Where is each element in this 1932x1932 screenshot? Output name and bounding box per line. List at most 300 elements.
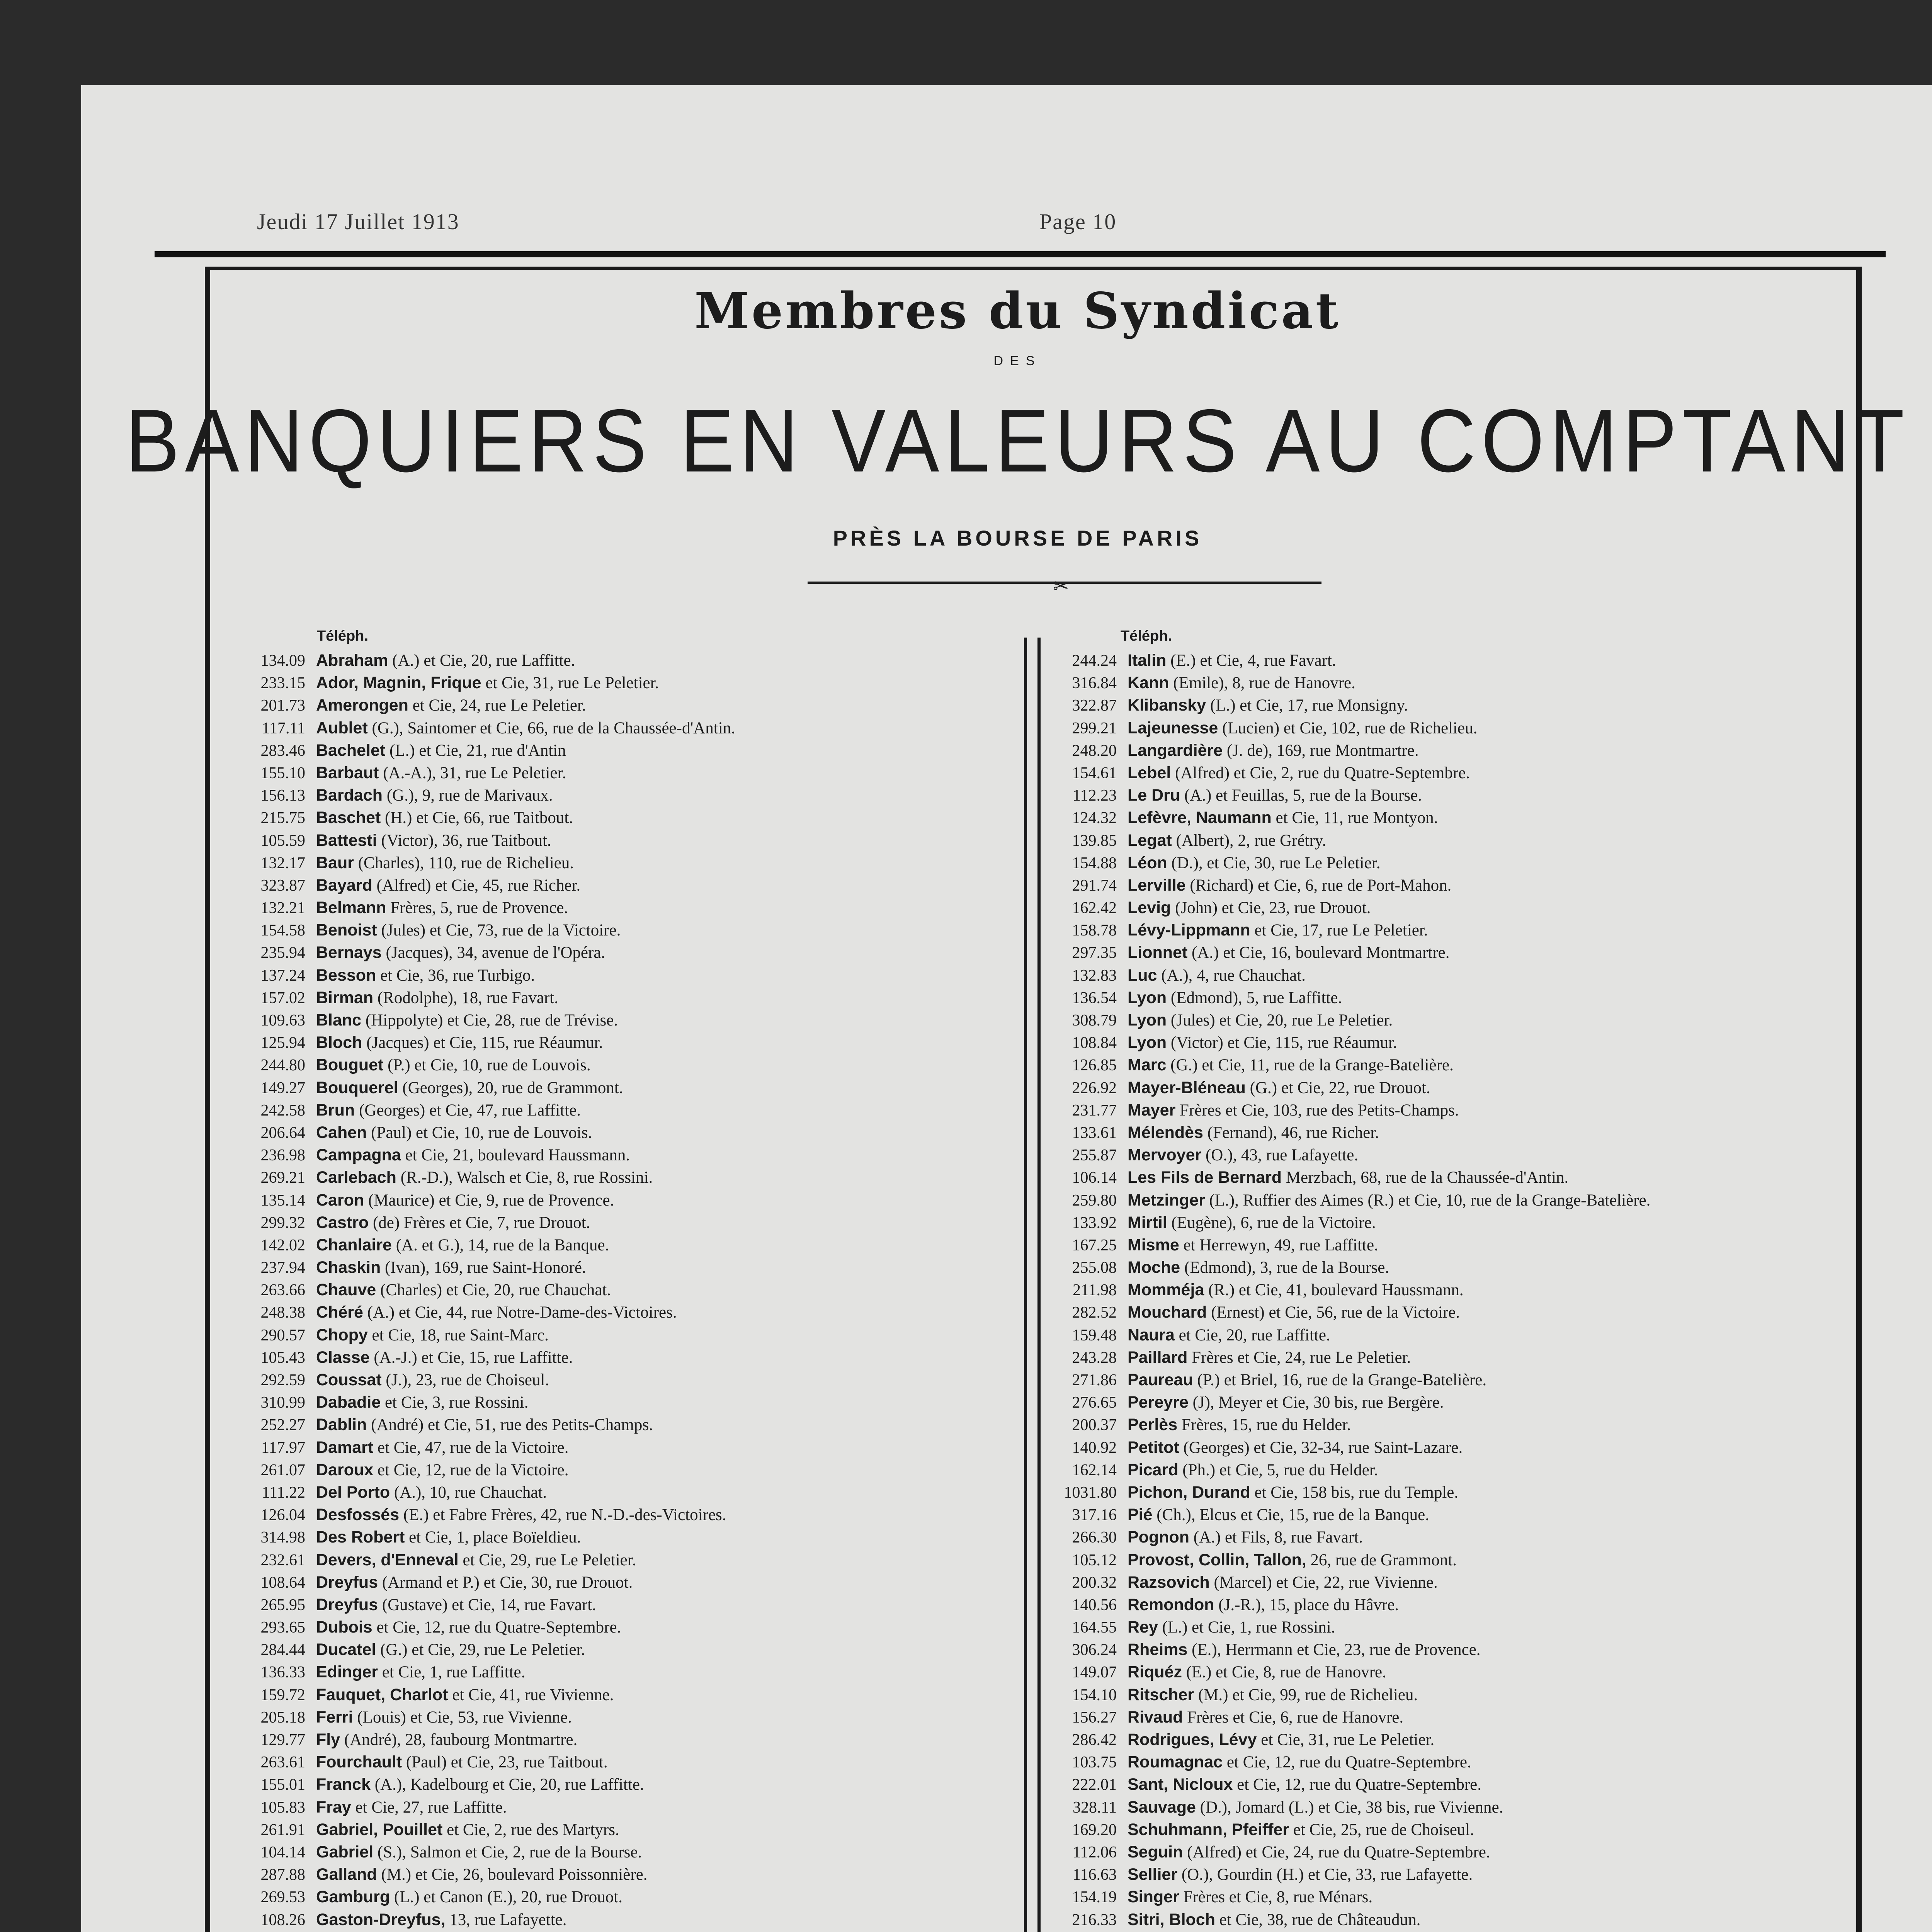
- member-telephone: 116.63: [1073, 1866, 1117, 1884]
- member-telephone: 154.10: [1072, 1686, 1117, 1704]
- member-row: [1043, 784, 1650, 806]
- member-name: Ferri: [316, 1708, 353, 1726]
- member-telephone: 108.84: [1072, 1034, 1117, 1052]
- member-telephone: 215.75: [260, 809, 305, 827]
- member-name: Gabriel, Pouillet: [316, 1820, 443, 1839]
- member-row: [232, 1661, 735, 1683]
- member-row: [232, 1279, 735, 1301]
- member-address: (R.) et Cie, 41, boulevard Haussmann.: [1208, 1281, 1464, 1299]
- member-telephone: 265.95: [260, 1596, 305, 1614]
- member-address: Frères, 15, rue du Helder.: [1181, 1416, 1351, 1434]
- member-telephone: 169.20: [1072, 1821, 1117, 1839]
- member-telephone: 222.01: [1072, 1776, 1117, 1794]
- member-address: (Edmond), 5, rue Laffitte.: [1170, 988, 1342, 1007]
- member-row: [232, 1908, 735, 1931]
- member-row: [232, 784, 735, 806]
- member-address: et Cie, 12, rue du Quatre-Septembre.: [376, 1618, 621, 1637]
- member-row: [232, 1144, 735, 1166]
- member-row: [1043, 1369, 1650, 1391]
- member-address: (A.) et Cie, 20, rue Laffitte.: [392, 651, 575, 670]
- member-address: (A.) et Cie, 16, boulevard Montmartre.: [1192, 944, 1450, 962]
- member-row: [1043, 1234, 1650, 1256]
- member-name: Mayer: [1128, 1100, 1176, 1119]
- member-name: Fourchault: [316, 1753, 402, 1772]
- member-row: [232, 1459, 735, 1481]
- member-telephone: 284.44: [260, 1641, 305, 1659]
- member-address: (A.) et Fils, 8, rue Favart.: [1193, 1528, 1363, 1547]
- member-name: Amerongen: [316, 696, 408, 715]
- member-row: [1043, 694, 1650, 716]
- member-telephone: 154.61: [1072, 764, 1117, 782]
- member-telephone: 137.24: [260, 966, 305, 985]
- member-row: [1043, 649, 1650, 672]
- member-name: Paillard: [1128, 1348, 1188, 1367]
- member-name: Legat: [1128, 831, 1172, 850]
- member-name: Levig: [1128, 898, 1171, 917]
- member-telephone: 112.23: [1073, 787, 1117, 805]
- member-telephone: 154.19: [1072, 1888, 1117, 1906]
- member-name: Ritscher: [1128, 1685, 1194, 1704]
- member-address: (E.), Herrmann et Cie, 23, rue de Provence.: [1192, 1641, 1481, 1659]
- member-name: Picard: [1128, 1460, 1179, 1479]
- member-name: Coussat: [316, 1371, 382, 1389]
- member-row: [1043, 1616, 1650, 1638]
- member-address: (A. et G.), 14, rue de la Banque.: [396, 1236, 609, 1254]
- member-address: (P.) et Cie, 10, rue de Louvois.: [388, 1056, 591, 1075]
- member-address: et Cie, 25, rue de Choiseul.: [1293, 1820, 1475, 1839]
- member-address: (G.), Saintomer et Cie, 66, rue de la Chaussée-d'Antin.: [372, 719, 735, 737]
- member-name: Mervoyer: [1128, 1146, 1202, 1165]
- member-telephone: 154.58: [260, 922, 305, 940]
- member-address: (Maurice) et Cie, 9, rue de Provence.: [368, 1191, 614, 1209]
- member-address: (Richard) et Cie, 6, rue de Port-Mahon.: [1190, 876, 1452, 895]
- member-name: Rey: [1128, 1618, 1158, 1637]
- member-row: [1043, 1009, 1650, 1031]
- member-telephone: 109.63: [260, 1012, 305, 1029]
- member-address: (Victor), 36, rue Taitbout.: [381, 831, 551, 850]
- member-name: Baschet: [316, 808, 381, 827]
- member-row: [232, 694, 735, 716]
- member-name: Lyon: [1128, 988, 1167, 1007]
- member-address: (P.) et Briel, 16, rue de la Grange-Batelière.: [1197, 1371, 1487, 1389]
- member-row: [232, 1211, 735, 1234]
- member-telephone: 242.58: [260, 1101, 305, 1119]
- member-name: Brun: [316, 1100, 355, 1119]
- member-row: [1043, 896, 1650, 919]
- member-row: [232, 1436, 735, 1459]
- member-name: Bouquerel: [316, 1078, 398, 1097]
- member-row: [232, 1728, 735, 1751]
- member-telephone: 132.83: [1072, 966, 1117, 985]
- member-address: (Charles), 110, rue de Richelieu.: [358, 854, 574, 872]
- member-telephone: 112.06: [1073, 1843, 1117, 1861]
- member-telephone: 140.92: [1072, 1439, 1117, 1457]
- member-name: Provost, Collin, Tallon,: [1128, 1550, 1306, 1569]
- member-telephone: 159.48: [1072, 1326, 1117, 1344]
- member-name: Chaskin: [316, 1258, 381, 1277]
- member-telephone: 310.99: [260, 1394, 305, 1412]
- member-telephone: 132.21: [260, 899, 305, 917]
- member-name: Remondon: [1128, 1595, 1214, 1614]
- member-address: (J. de), 169, rue Montmartre.: [1226, 741, 1419, 760]
- member-telephone: 157.02: [260, 989, 305, 1007]
- member-name: Bouguet: [316, 1056, 384, 1075]
- member-address: (S.), Salmon et Cie, 2, rue de la Bourse.: [377, 1843, 642, 1861]
- member-address: (Louis) et Cie, 53, rue Vivienne.: [357, 1708, 572, 1726]
- member-name: Mouchard: [1128, 1303, 1207, 1322]
- member-address: (André) et Cie, 51, rue des Petits-Champs.: [371, 1416, 653, 1434]
- member-row: [1043, 1751, 1650, 1773]
- member-name: Rheims: [1128, 1640, 1188, 1659]
- member-row: [232, 649, 735, 672]
- member-row: [232, 1863, 735, 1886]
- member-telephone: 282.52: [1072, 1304, 1117, 1322]
- member-telephone: 108.26: [260, 1911, 305, 1929]
- member-address: (J), Meyer et Cie, 30 bis, rue Bergère.: [1192, 1393, 1444, 1412]
- member-name: Pereyre: [1128, 1393, 1189, 1412]
- member-name: Baur: [316, 853, 354, 872]
- member-address: et Cie, 2, rue des Martyrs.: [447, 1820, 619, 1839]
- member-row: [1043, 1211, 1650, 1234]
- member-telephone: 133.61: [1072, 1124, 1117, 1142]
- member-name: Belmann: [316, 898, 386, 917]
- member-telephone: 261.07: [260, 1461, 305, 1479]
- member-address: 13, rue Lafayette.: [449, 1910, 567, 1929]
- member-name: Carlebach: [316, 1168, 396, 1187]
- top-rule: [155, 251, 1886, 257]
- member-row: [232, 1391, 735, 1413]
- member-address: (Georges) et Cie, 32-34, rue Saint-Lazare.: [1183, 1438, 1463, 1457]
- member-row: [232, 941, 735, 964]
- member-name: Lyon: [1128, 1033, 1167, 1052]
- member-name: Naura: [1128, 1325, 1175, 1344]
- member-address: (G.), 9, rue de Marivaux.: [386, 786, 553, 805]
- member-name: Lyon: [1128, 1011, 1167, 1029]
- member-telephone: 155.10: [260, 764, 305, 782]
- member-name: Galland: [316, 1865, 377, 1884]
- member-name: Campagna: [316, 1146, 401, 1165]
- member-telephone: 216.33: [1072, 1911, 1117, 1929]
- member-row: [232, 1571, 735, 1594]
- member-row: [1043, 672, 1650, 694]
- member-name: Chauve: [316, 1281, 376, 1299]
- member-telephone: 136.33: [260, 1663, 305, 1682]
- member-name: Les Fils de Bernard: [1128, 1168, 1282, 1187]
- member-telephone: 244.80: [260, 1056, 305, 1075]
- member-address: (Ch.), Elcus et Cie, 15, rue de la Banque.: [1156, 1506, 1430, 1524]
- member-telephone: 117.97: [261, 1439, 305, 1457]
- member-address: (G.) et Cie, 11, rue de la Grange-Batelière.: [1170, 1056, 1454, 1075]
- member-telephone: 266.30: [1072, 1529, 1117, 1547]
- member-telephone: 134.09: [260, 652, 305, 670]
- member-telephone: 105.59: [260, 832, 305, 850]
- member-address: et Cie, 36, rue Turbigo.: [380, 966, 535, 985]
- member-row: [232, 1594, 735, 1616]
- member-address: (de) Frères et Cie, 7, rue Drouot.: [372, 1213, 590, 1232]
- member-telephone: 103.75: [1072, 1753, 1117, 1772]
- member-name: Schuhmann, Pfeiffer: [1128, 1820, 1289, 1839]
- member-address: (Emile), 8, rue de Hanovre.: [1173, 674, 1355, 692]
- ornament-icon: ✂: [1053, 575, 1069, 597]
- member-telephone: 323.87: [260, 876, 305, 895]
- member-row: [232, 1234, 735, 1256]
- member-row: [232, 717, 735, 739]
- member-row: [1043, 1121, 1650, 1144]
- member-telephone: 255.87: [1072, 1146, 1117, 1165]
- member-name: Bayard: [316, 876, 372, 895]
- member-name: Pié: [1128, 1505, 1153, 1524]
- member-address: (Gustave) et Cie, 14, rue Favart.: [382, 1595, 596, 1614]
- member-telephone: 232.61: [260, 1551, 305, 1569]
- member-row: [1043, 717, 1650, 739]
- member-name: Le Dru: [1128, 786, 1180, 805]
- member-name: Dubois: [316, 1618, 372, 1637]
- member-address: et Cie, 18, rue Saint-Marc.: [372, 1326, 549, 1344]
- member-address: (Jacques), 34, avenue de l'Opéra.: [386, 944, 605, 962]
- member-telephone: 162.42: [1072, 899, 1117, 917]
- member-row: [1043, 986, 1650, 1009]
- member-row: [1043, 806, 1650, 829]
- member-row: [1043, 1594, 1650, 1616]
- member-telephone: 105.83: [260, 1798, 305, 1816]
- member-address: Frères et Cie, 8, rue Ménars.: [1183, 1888, 1373, 1906]
- member-name: Moche: [1128, 1258, 1180, 1277]
- member-telephone: 133.92: [1072, 1214, 1117, 1232]
- member-row: [232, 1077, 735, 1099]
- member-telephone: 292.59: [260, 1371, 305, 1389]
- member-telephone: 104.14: [260, 1843, 305, 1861]
- header-date: Jeudi 17 Juillet 1913: [257, 209, 459, 234]
- member-telephone: 126.85: [1072, 1056, 1117, 1075]
- member-address: et Cie, 17, rue Le Peletier.: [1254, 921, 1428, 940]
- member-address: (John) et Cie, 23, rue Drouot.: [1175, 899, 1371, 917]
- member-row: [232, 1503, 735, 1526]
- member-address: (A.), 10, rue Chauchat.: [394, 1483, 547, 1502]
- member-name: Edinger: [316, 1663, 378, 1682]
- member-address: et Cie, 24, rue Le Peletier.: [412, 696, 586, 715]
- member-telephone: 164.55: [1072, 1619, 1117, 1637]
- member-telephone: 117.11: [262, 719, 305, 737]
- member-telephone: 1031.80: [1064, 1483, 1117, 1502]
- member-row: [232, 1346, 735, 1369]
- member-address: (Edmond), 3, rue de la Bourse.: [1184, 1259, 1389, 1277]
- member-name: Daroux: [316, 1460, 374, 1479]
- member-name: Chopy: [316, 1325, 368, 1344]
- member-name: Classe: [316, 1348, 370, 1367]
- member-row: [232, 829, 735, 852]
- member-name: Ador, Magnin, Frique: [316, 673, 481, 692]
- column-divider-2: [1037, 638, 1041, 1932]
- member-name: Lerville: [1128, 876, 1186, 895]
- member-telephone: 271.86: [1072, 1371, 1117, 1389]
- member-name: Chanlaire: [316, 1235, 392, 1254]
- title-banquiers: BANQUIERS EN VALEURS AU COMPTANT: [125, 391, 1910, 491]
- member-address: (L.) et Canon (E.), 20, rue Drouot.: [394, 1888, 622, 1906]
- member-telephone: 237.94: [260, 1259, 305, 1277]
- member-address: 26, rue de Grammont.: [1310, 1551, 1457, 1569]
- member-telephone: 156.27: [1072, 1708, 1117, 1726]
- member-row: [1043, 1099, 1650, 1121]
- member-telephone: 149.07: [1072, 1663, 1117, 1682]
- member-telephone: 136.54: [1072, 989, 1117, 1007]
- member-address: (Paul) et Cie, 10, rue de Louvois.: [371, 1123, 592, 1142]
- member-address: (Eugène), 6, rue de la Victoire.: [1171, 1213, 1376, 1232]
- member-row: [1043, 762, 1650, 784]
- member-row: [1043, 1661, 1650, 1683]
- member-name: Barbaut: [316, 763, 379, 782]
- member-telephone: 106.14: [1072, 1169, 1117, 1187]
- title-des: DES: [993, 354, 1042, 368]
- member-telephone: 167.25: [1072, 1236, 1117, 1254]
- member-address: (Jules) et Cie, 20, rue Le Peletier.: [1170, 1011, 1393, 1029]
- member-address: (Charles) et Cie, 20, rue Chauchat.: [380, 1281, 611, 1299]
- member-telephone: 154.88: [1072, 854, 1117, 872]
- member-telephone: 111.22: [262, 1483, 305, 1502]
- member-name: Lajeunesse: [1128, 718, 1218, 737]
- column-divider: [1024, 638, 1027, 1932]
- member-row: [232, 1324, 735, 1346]
- member-telephone: 317.16: [1072, 1506, 1117, 1524]
- member-row: [1043, 941, 1650, 964]
- member-address: (Albert), 2, rue Grétry.: [1176, 831, 1327, 850]
- member-telephone: 132.17: [260, 854, 305, 872]
- member-name: Marc: [1128, 1056, 1167, 1075]
- member-address: (Ivan), 169, rue Saint-Honoré.: [385, 1259, 586, 1277]
- member-address: et Cie, 31, rue Le Peletier.: [485, 674, 659, 692]
- member-address: (O.), Gourdin (H.) et Cie, 33, rue Lafayette.: [1181, 1866, 1473, 1884]
- member-telephone: 252.27: [260, 1416, 305, 1434]
- member-name: Lebel: [1128, 763, 1171, 782]
- member-name: Sant, Nicloux: [1128, 1775, 1233, 1794]
- member-row: [1043, 1503, 1650, 1526]
- member-address: et Cie, 12, rue du Quatre-Septembre.: [1237, 1776, 1481, 1794]
- member-address: (Jacques) et Cie, 115, rue Réaumur.: [366, 1034, 603, 1052]
- member-row: [1043, 1436, 1650, 1459]
- member-address: (Lucien) et Cie, 102, rue de Richelieu.: [1222, 719, 1478, 737]
- member-address: (A.) et Cie, 44, rue Notre-Dame-des-Victoires.: [367, 1303, 677, 1322]
- member-address: et Cie, 158 bis, rue du Temple.: [1254, 1483, 1459, 1502]
- member-address: (Georges), 20, rue de Grammont.: [402, 1078, 623, 1097]
- member-name: Lionnet: [1128, 943, 1188, 962]
- member-telephone: 159.72: [260, 1686, 305, 1704]
- member-row: [232, 852, 735, 874]
- member-address: (Fernand), 46, rue Richer.: [1207, 1123, 1379, 1142]
- member-telephone: 328.11: [1073, 1798, 1117, 1816]
- member-name: Aublet: [316, 718, 368, 737]
- member-name: Pognon: [1128, 1528, 1190, 1547]
- member-row: [232, 1189, 735, 1211]
- member-telephone: 200.37: [1072, 1416, 1117, 1434]
- member-address: (O.), 43, rue Lafayette.: [1205, 1146, 1359, 1165]
- member-name: Sellier: [1128, 1865, 1178, 1884]
- member-row: [1043, 1728, 1650, 1751]
- member-name: Perlès: [1128, 1415, 1178, 1434]
- member-row: [232, 964, 735, 986]
- member-telephone: 155.01: [260, 1776, 305, 1794]
- member-address: (H.) et Cie, 66, rue Taitbout.: [385, 809, 573, 827]
- member-address: Frères et Cie, 24, rue Le Peletier.: [1192, 1348, 1411, 1367]
- member-row: [1043, 1638, 1650, 1661]
- member-row: [232, 1684, 735, 1706]
- member-telephone: 156.13: [260, 787, 305, 805]
- member-name: Roumagnac: [1128, 1753, 1223, 1772]
- member-row: [232, 986, 735, 1009]
- member-address: (E.) et Cie, 8, rue de Hanovre.: [1186, 1663, 1386, 1682]
- member-address: et Cie, 3, rue Rossini.: [385, 1393, 529, 1412]
- member-row: [1043, 739, 1650, 762]
- member-telephone: 162.14: [1072, 1461, 1117, 1479]
- member-address: et Herrewyn, 49, rue Laffitte.: [1183, 1236, 1378, 1254]
- member-address: (M.) et Cie, 26, boulevard Poissonnière.: [381, 1866, 648, 1884]
- member-name: Lefèvre, Naumann: [1128, 808, 1272, 827]
- member-address: (G.) et Cie, 29, rue Le Peletier.: [380, 1641, 585, 1659]
- member-row: [232, 919, 735, 941]
- member-address: et Cie, 31, rue Le Peletier.: [1261, 1731, 1435, 1749]
- member-row: [1043, 1346, 1650, 1369]
- member-address: (Rodolphe), 18, rue Favart.: [377, 988, 559, 1007]
- member-telephone: 236.98: [260, 1146, 305, 1165]
- member-address: et Cie, 27, rue Laffitte.: [355, 1798, 507, 1816]
- member-address: et Cie, 11, rue Montyon.: [1276, 809, 1438, 827]
- member-telephone: 211.98: [1073, 1281, 1117, 1299]
- member-address: (D.), et Cie, 30, rue Le Peletier.: [1171, 854, 1381, 872]
- member-telephone: 124.32: [1072, 809, 1117, 827]
- member-telephone: 286.42: [1072, 1731, 1117, 1749]
- member-name: Besson: [316, 966, 376, 985]
- member-name: Dabadie: [316, 1393, 381, 1412]
- member-telephone: 105.43: [260, 1349, 305, 1367]
- member-telephone: 269.53: [260, 1888, 305, 1906]
- member-telephone: 259.80: [1072, 1191, 1117, 1209]
- member-row: [1043, 1796, 1650, 1818]
- member-name: Blanc: [316, 1011, 362, 1029]
- member-row: [1043, 1324, 1650, 1346]
- member-telephone: 306.24: [1072, 1641, 1117, 1659]
- member-telephone: 126.04: [260, 1506, 305, 1524]
- member-row: [232, 1818, 735, 1841]
- member-address: (J.), 23, rue de Choiseul.: [386, 1371, 549, 1389]
- member-address: et Cie, 20, rue Laffitte.: [1179, 1326, 1330, 1344]
- member-row: [232, 1369, 735, 1391]
- member-row: [232, 762, 735, 784]
- left-member-list: [232, 649, 735, 1932]
- member-name: Gabriel: [316, 1842, 374, 1861]
- member-row: [1043, 1526, 1650, 1548]
- member-address: (L.) et Cie, 21, rue d'Antin: [389, 741, 566, 760]
- member-row: [1043, 1301, 1650, 1323]
- member-name: Seguin: [1128, 1842, 1183, 1861]
- member-name: Fauquet, Charlot: [316, 1685, 448, 1704]
- member-row: [1043, 1706, 1650, 1728]
- member-address: (L.) et Cie, 17, rue Monsigny.: [1210, 696, 1408, 715]
- member-name: Misme: [1128, 1235, 1179, 1254]
- member-row: [1043, 1481, 1650, 1503]
- member-name: Birman: [316, 988, 374, 1007]
- member-row: [1043, 1189, 1650, 1211]
- subtitle: PRÈS LA BOURSE DE PARIS: [833, 526, 1202, 550]
- member-name: Pichon, Durand: [1128, 1483, 1250, 1502]
- member-name: Lévy-Lippmann: [1128, 921, 1250, 940]
- member-name: Gamburg: [316, 1888, 390, 1906]
- member-telephone: 290.57: [260, 1326, 305, 1344]
- member-address: (A.) et Feuillas, 5, rue de la Bourse.: [1184, 786, 1422, 805]
- member-row: [1043, 1863, 1650, 1886]
- member-address: et Cie, 12, rue du Quatre-Septembre.: [1226, 1753, 1471, 1772]
- right-col-label: Téléph.: [1121, 628, 1172, 644]
- member-row: [1043, 1773, 1650, 1796]
- member-telephone: 263.61: [260, 1753, 305, 1772]
- member-name: Devers, d'Enneval: [316, 1550, 459, 1569]
